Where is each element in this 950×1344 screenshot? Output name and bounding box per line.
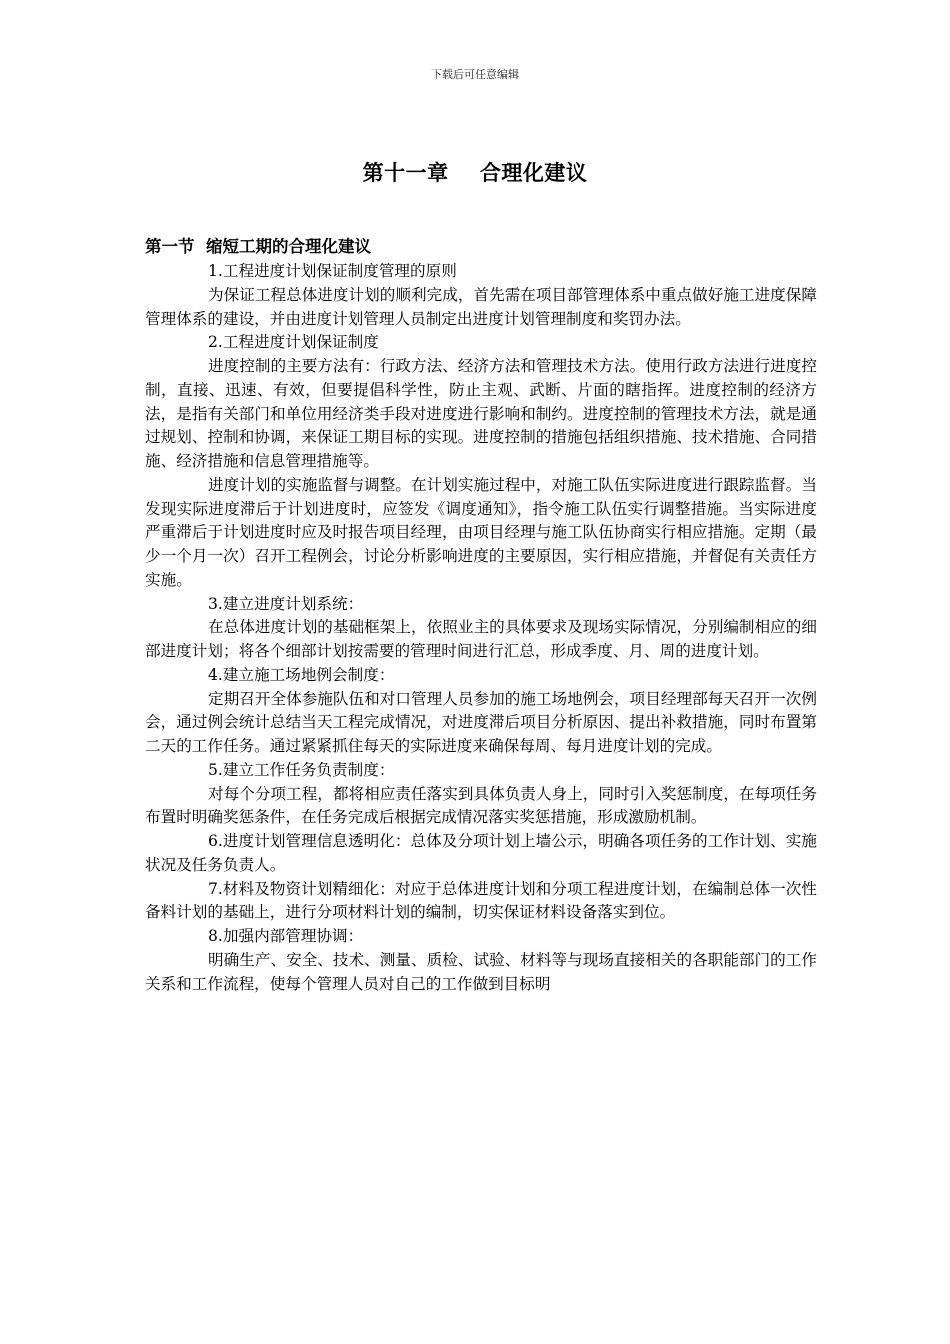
- paragraph: 进度控制的主要方法有：行政方法、经济方法和管理技术方法。使用行政方法进行进度控制，直接、迅速、有效，但要提倡科学性，防止主观、武断、片面的瞎指挥。进度控制的经济方法，是指有关部门和单位用经济类手段对进度进行影响和制约。进度控制的管理技术方法，就是通过规划、控制和协调，来保证工期目标的实现。进度控制的措施包括组织措施、技术措施、合同措施、经济措施和信息管理措施等。: [145, 357, 817, 470]
- paragraph: 为保证工程总体进度计划的顺利完成，首先需在项目部管理体系中重点做好施工进度保障管理体系的建设，并由进度计划管理人员制定出进度计划管理制度和奖罚办法。: [145, 285, 817, 328]
- item-heading: 3.建立进度计划系统：: [208, 594, 364, 613]
- section-title: 第一节 缩短工期的合理化建议: [145, 237, 371, 256]
- paragraph: 明确生产、安全、技术、测量、质检、试验、材料等与现场直接相关的各职能部门的工作关系和工作流程，使每个管理人员对自己的工作做到目标明: [145, 950, 817, 993]
- item-heading: 8.加强内部管理协调：: [208, 927, 364, 945]
- chapter-title: 第十一章 合理化建议: [362, 160, 588, 185]
- item-heading: 4.建立施工场地例会制度：: [208, 665, 395, 684]
- paragraph: 定期召开全体参施队伍和对口管理人员参加的施工场地例会，项目经理部每天召开一次例会，通过例会统计总结当天工程完成情况，对进度滞后项目分析原因、提出补救措施，同时布置第二天的工作任务。通过紧紧抓住每天的实际进度来确保每周、每月进度计划的完成。: [145, 689, 817, 755]
- paragraph: 进度计划的实施监督与调整。在计划实施过程中，对施工队伍实际进度进行跟踪监督。当发现实际进度滞后于计划进度时，应签发《调度通知》，指令施工队伍实行调整措施。当实际进度严重滞后于计划进度时应及时报告项目经理，由项目经理与施工队伍协商实行相应措施。定期（最少一个月一次）召开工程例会，讨论分析影响进度的主要原因，实行相应措施，并督促有关责任方实施。: [145, 475, 817, 589]
- item-heading: 5.建立工作任务负责制度：: [208, 760, 395, 779]
- paragraph: 在总体进度计划的基础框架上，依照业主的具体要求及现场实际情况，分别编制相应的细部进度计划；将各个细部计划按需要的管理时间进行汇总，形成季度、月、周的进度计划。: [145, 618, 817, 660]
- paragraph: 6.进度计划管理信息透明化：总体及分项计划上墙公示，明确各项任务的工作计划、实施状况及任务负责人。: [145, 832, 817, 874]
- paragraph: 对每个分项工程，都将相应责任落实到具体负责人身上，同时引入奖惩制度，在每项任务布置时明确奖惩条件，在任务完成后根据完成情况落实奖惩措施，形成激励机制。: [145, 784, 817, 827]
- item-heading: 1.工程进度计划保证制度管理的原则: [208, 262, 457, 280]
- paragraph: 7.材料及物资计划精细化：对应于总体进度计划和分项工程进度计划，在编制总体一次性备料计划的基础上，进行分项材料计划的编制，切实保证材料设备落实到位。: [145, 879, 817, 922]
- header-note: 下载后可任意编辑: [431, 68, 519, 81]
- document-body: [145, 234, 817, 996]
- item-heading: 2.工程进度计划保证制度: [208, 333, 379, 352]
